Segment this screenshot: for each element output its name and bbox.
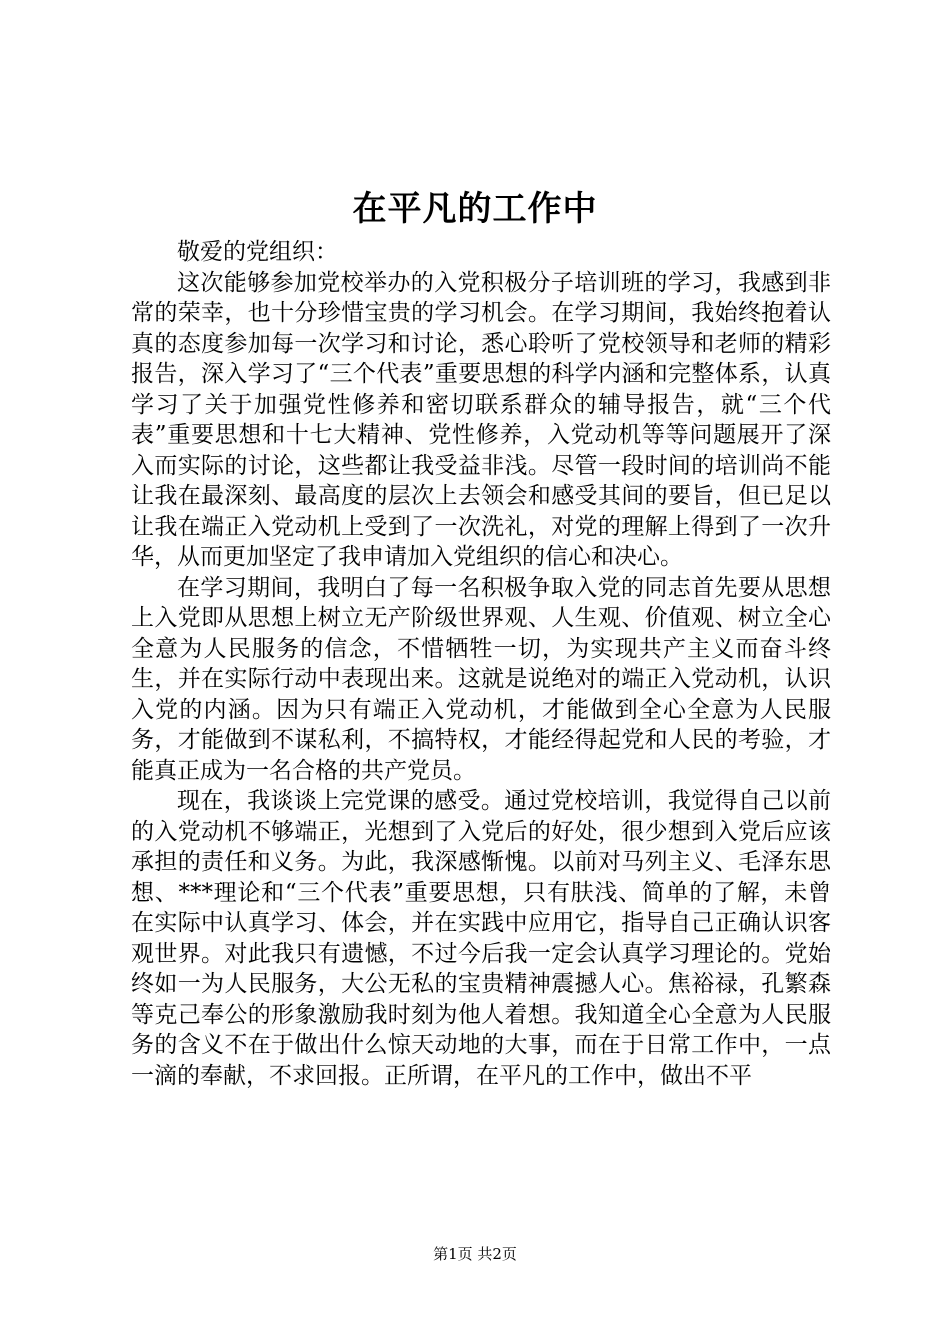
page-footer: 第1页 共2页 xyxy=(433,1245,517,1263)
document-body xyxy=(131,237,831,1091)
paragraph-2: 在学习期间，我明白了每一名积极争取入党的同志首先要从思想上入党即从思想上树立无产阶级世界观、人生观、价值观、树立全心全意为人民服务的信念，不惜牺牲一切，为实现共产主义而奋斗终生，并在实际行动中表现出来。这就是说绝对的端正入党动机，认识入党的内涵。因为只有端正入党动机，才能做到全心全意为人民服务，才能做到不谋私利，不搞特权，才能经得起党和人民的考验，才能真正成为一名合格的共产党员。 xyxy=(131,574,831,784)
paragraph-3: 现在，我谈谈上完党课的感受。通过党校培训，我觉得自己以前的入党动机不够端正，光想到了入党后的好处，很少想到入党后应该承担的责任和义务。为此，我深感惭愧。以前对马列主义、毛泽东思想、***理论和“三个代表”重要思想，只有肤浅、简单的了解，未曾在实际中认真学习、体会，并在实践中应用它，指导自己正确认识客观世界。对此我只有遗憾，不过今后我一定会认真学习理论的。党始终如一为人民服务，大公无私的宝贵精神震撼人心。焦裕禄，孔繁森等克己奉公的形象激励我时刻为他人着想。我知道全心全意为人民服务的含义不在于做出什么惊天动地的大事，而在于日常工作中，一点一滴的奉献，不求回报。正所谓，在平凡的工作中，做出不平 xyxy=(131,788,831,1089)
salutation: 敬爱的党组织： xyxy=(177,239,338,265)
paragraph-1: 这次能够参加党校举办的入党积极分子培训班的学习，我感到非常的荣幸，也十分珍惜宝贵的学习机会。在学习期间，我始终抱着认真的态度参加每一次学习和讨论，悉心聆听了党校领导和老师的精彩报告，深入学习了“三个代表”重要思想的科学内涵和完整体系，认真学习了关于加强党性修养和密切联系群众的辅导报告，就“三个代表”重要思想和十七大精神、党性修养，入党动机等等问题展开了深入而实际的讨论，这些都让我受益非浅。尽管一段时间的培训尚不能让我在最深刻、最高度的层次上去领会和感受其间的要旨，但已足以让我在端正入党动机上受到了一次洗礼，对党的理解上得到了一次升华，从而更加坚定了我申请加入党组织的信心和决心。 xyxy=(131,269,831,570)
document-title: 在平凡的工作中 xyxy=(352,189,598,229)
